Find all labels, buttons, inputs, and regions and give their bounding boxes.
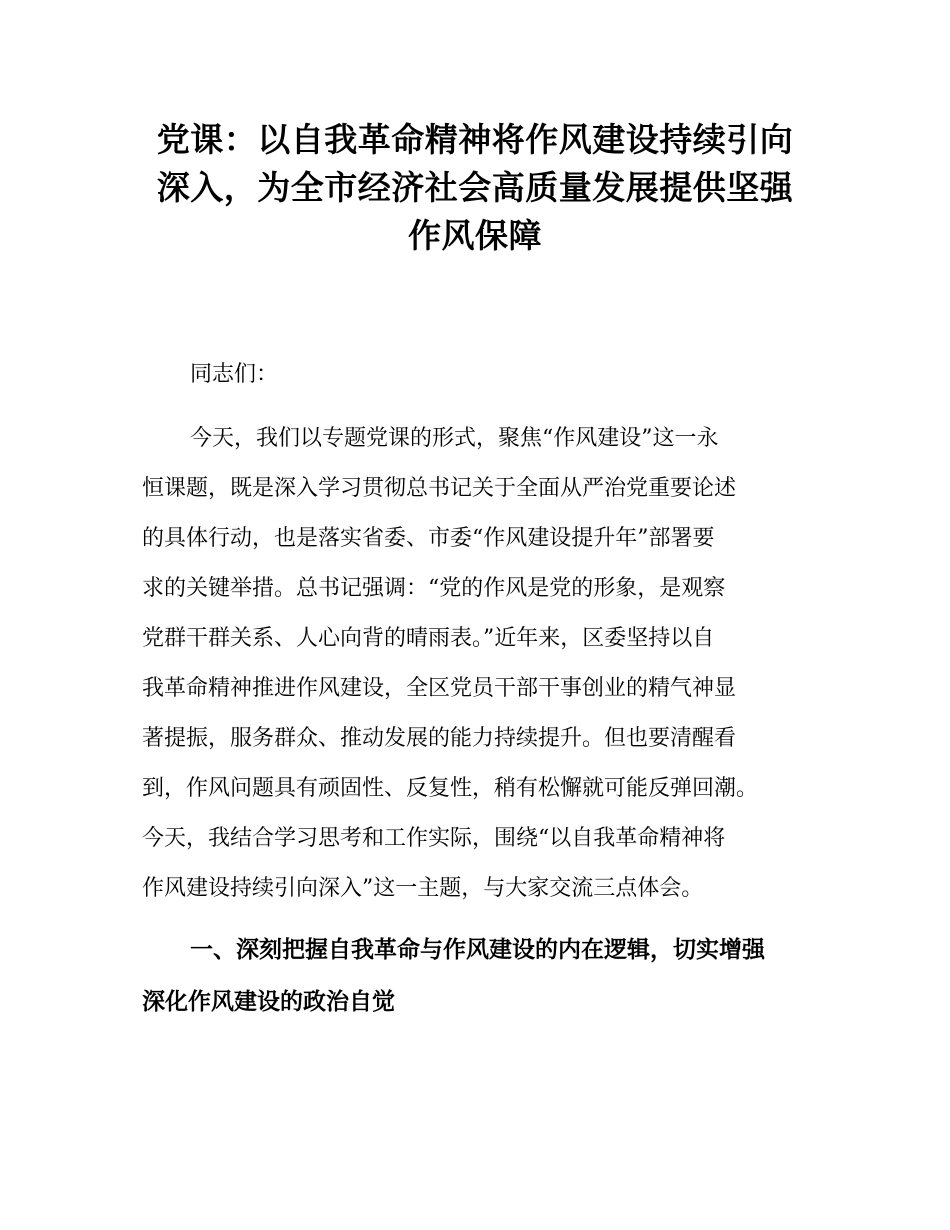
paragraph-line: 我革命精神推进作风建设，全区党员干部干事创业的精气神显 [142,676,737,701]
heading-line: 深化作风建设的政治自觉 [142,989,395,1015]
paragraph-line: 的具体行动，也是落实省委、市委“作风建设提升年”部署要 [142,526,715,551]
title-line: 深入，为全市经济社会高质量发展提供坚强 [156,168,794,207]
title-line: 作风保障 [408,216,542,255]
heading-line: 一、深刻把握自我革命与作风建设的内在逻辑，切实增强 [190,937,765,963]
title-line: 党课：以自我革命精神将作风建设持续引向 [156,120,794,159]
paragraph-line: 今天，我们以专题党课的形式，聚焦“作风建设”这一永 [190,426,719,451]
paragraph-line: 党群干群关系、人心向背的晴雨表。”近年来，区委坚持以自 [142,626,715,651]
paragraph-line: 恒课题，既是深入学习贯彻总书记关于全面从严治党重要论述 [142,476,737,501]
intro-paragraph [142,414,814,914]
document-title [120,116,830,260]
greeting [142,350,814,400]
paragraph-line: 著提振，服务群众、推动发展的能力持续提升。但也要清醒看 [142,726,737,751]
paragraph-line: 到，作风问题具有顽固性、反复性，稍有松懈就可能反弹回潮。 [142,776,759,801]
paragraph-line: 求的关键举措。总书记强调：“党的作风是党的形象，是观察 [142,576,726,601]
greeting-text: 同志们： [190,362,279,387]
paragraph-line: 作风建设持续引向深入”这一主题，与大家交流三点体会。 [142,876,704,901]
paragraph-line: 今天，我结合学习思考和工作实际，围绕“以自我革命精神将 [142,826,726,851]
section-heading [142,924,832,1028]
